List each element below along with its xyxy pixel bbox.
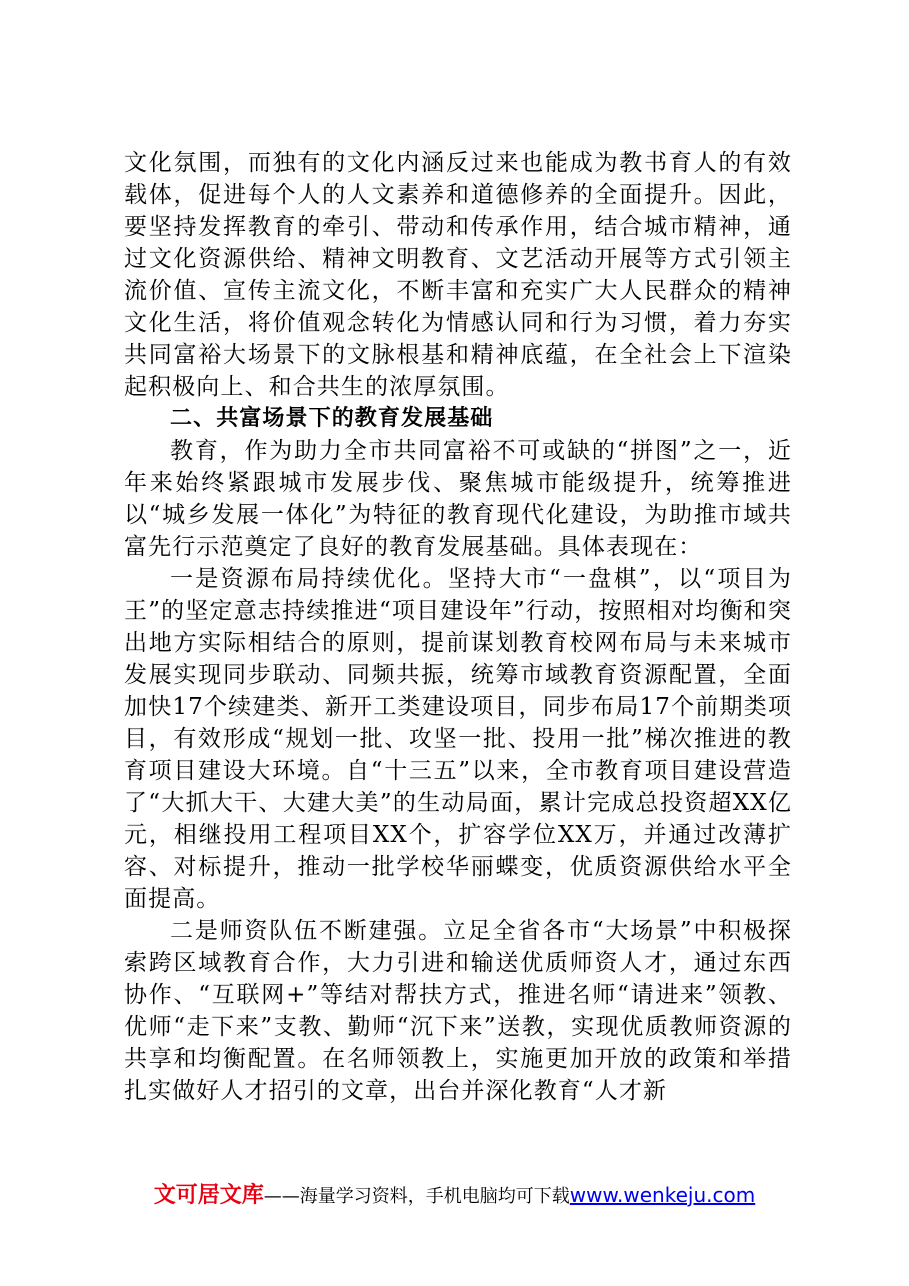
paragraph-teacher-team: 二是师资队伍不断建强。立足全省各市“大场景”中积极探索跨区域教育合作，大力引进和输送优质师资人才，通过东西协作、“互联网+”等结对帮扶方式，推进名师“请进来”领教、优师“走下来”支教、勤师“沉下来”送教，实现优质教师资源的共享和均衡配置。在名师领教上，实施更加开放的政策和举措扎实做好人才招引的文章，出台并深化教育“人才新: [124, 918, 792, 1104]
footer-site-link[interactable]: www.wenkeju.com: [569, 1183, 756, 1207]
footer-watermark-banner: [0, 1180, 909, 1212]
footer-tagline: ——海量学习资料，手机电脑均可下载: [263, 1186, 570, 1207]
paragraph-education-intro: 教育，作为助力全市共同富裕不可或缺的“拼图”之一，近年来始终紧跟城市发展步伐、聚焦城市能级提升，统筹推进以“城乡发展一体化”为特征的教育现代化建设，为助推市域共富先行示范奠定了良好的教育发展基础。具体表现在：: [124, 438, 792, 560]
paragraph-resource-layout: 一是资源布局持续优化。坚持大市“一盘棋”，以“项目为王”的坚定意志持续推进“项目建设年”行动，按照相对均衡和突出地方实际相结合的原则，提前谋划教育校网布局与未来城市发展实现同步联动、同频共振，统筹市域教育资源配置，全面加快17个续建类、新开工类建设项目，同步布局17个前期类项目，有效形成“规划一批、攻坚一批、投用一批”梯次推进的教育项目建设大环境。自“十三五”以来，全市教育项目建设营造了“大抓大干、大建大美”的生动局面，累计完成总投资超XX亿元，相继投用工程项目XX个，扩容学位XX万，并通过改薄扩容、对标提升，推动一批学校华丽蝶变，优质资源供给水平全面提高。: [124, 566, 792, 912]
paragraph-culture-continuation: 文化氛围，而独有的文化内涵反过来也能成为教书育人的有效载体，促进每个人的人文素养和道德修养的全面提升。因此，要坚持发挥教育的牵引、带动和传承作用，结合城市精神，通过文化资源供给、精神文明教育、文艺活动开展等方式引领主流价值、宣传主流文化，不断丰富和充实广大人民群众的精神文化生活，将价值观念转化为情感认同和行为习惯，着力夯实共同富裕大场景下的文脉根基和精神底蕴，在全社会上下渲染起积极向上、和合共生的浓厚氛围。: [124, 150, 792, 400]
section-heading-education-foundation: 二、共富场景下的教育发展基础: [170, 406, 494, 431]
document-body: [124, 147, 792, 1107]
footer-brand-name: 文可居文库: [153, 1183, 264, 1208]
